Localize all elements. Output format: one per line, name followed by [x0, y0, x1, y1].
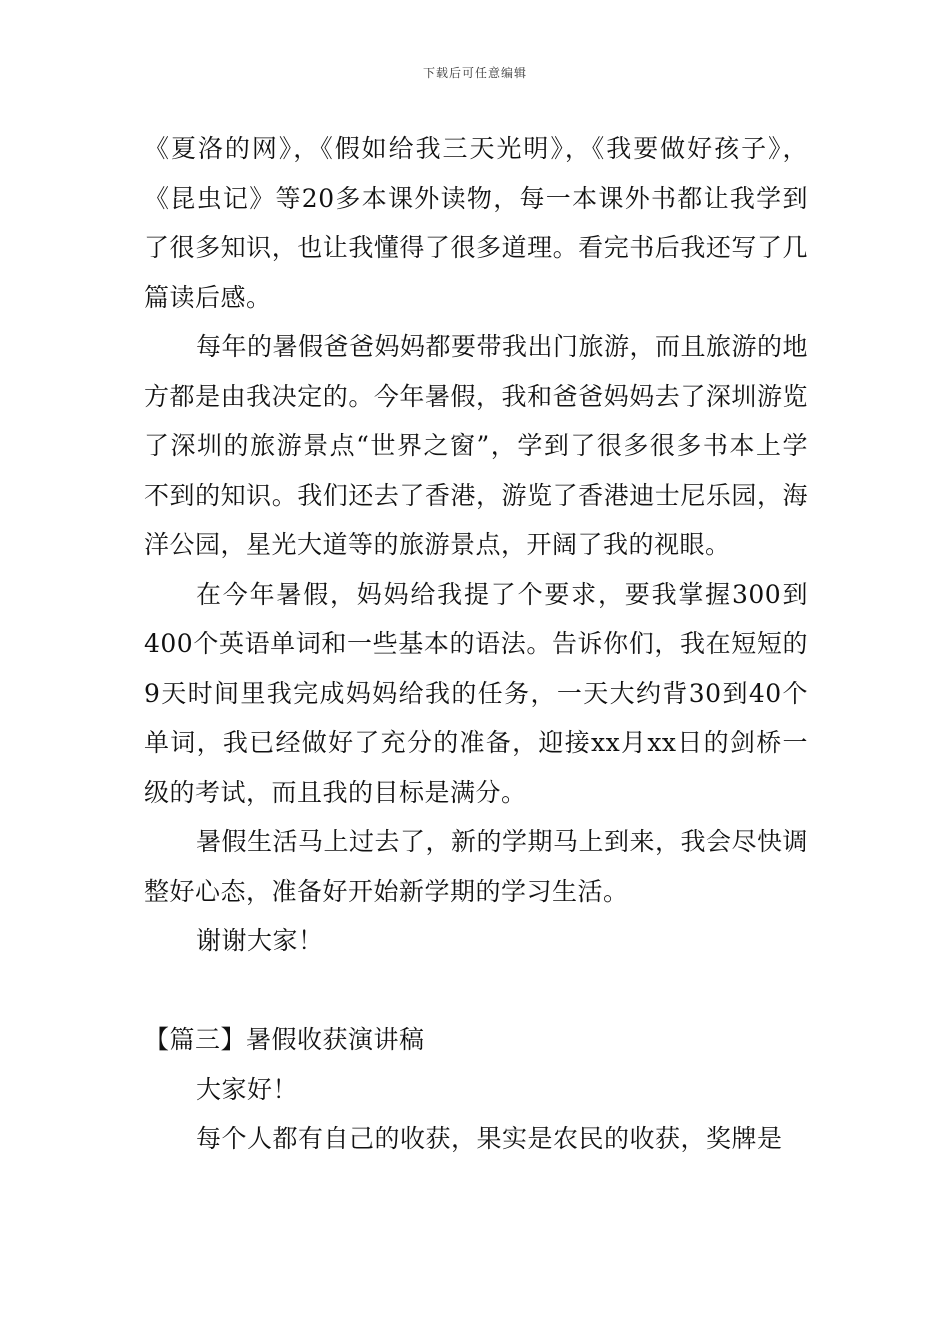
paragraph-book-list: 《夏洛的网》，《假如给我三天光明》，《我要做好孩子》，《昆虫记》等20多本课外读物，每一本课外书都让我学到了很多知识，也让我懂得了很多道理。看完书后我还写了几篇读后感。 — [144, 134, 808, 312]
paragraph-english-study: 在今年暑假，妈妈给我提了个要求，要我掌握300到400个英语单词和一些基本的语法。告诉你们，我在短短的9天时间里我完成妈妈给我的任务，一天大约背30到40个单词，我已经做好了充分的准备，迎接xx月xx日的剑桥一级的考试，而且我的目标是满分。 — [144, 579, 808, 807]
section-greeting: 大家好！ — [196, 1074, 299, 1104]
page-header: 下载后可任意编辑 — [422, 66, 527, 80]
paragraph-thanks: 谢谢大家！ — [196, 926, 324, 955]
document-body — [144, 124, 808, 1164]
section-first-paragraph: 每个人都有自己的收获，果实是农民的收获，奖牌是 — [196, 1124, 783, 1153]
paragraph-travel: 每年的暑假爸爸妈妈都要带我出门旅游，而且旅游的地方都是由我决定的。今年暑假，我和爸爸妈妈去了深圳游览了深圳的旅游景点“世界之窗”，学到了很多很多书本上学不到的知识。我们还去了香港，游览了香港迪士尼乐园，海洋公园，星光大道等的旅游景点，开阔了我的视眼。 — [144, 332, 809, 559]
section-title: 【篇三】暑假收获演讲稿 — [144, 1025, 425, 1054]
paragraph-new-semester: 暑假生活马上过去了，新的学期马上到来，我会尽快调整好心态，准备好开始新学期的学习生活。 — [144, 827, 809, 906]
